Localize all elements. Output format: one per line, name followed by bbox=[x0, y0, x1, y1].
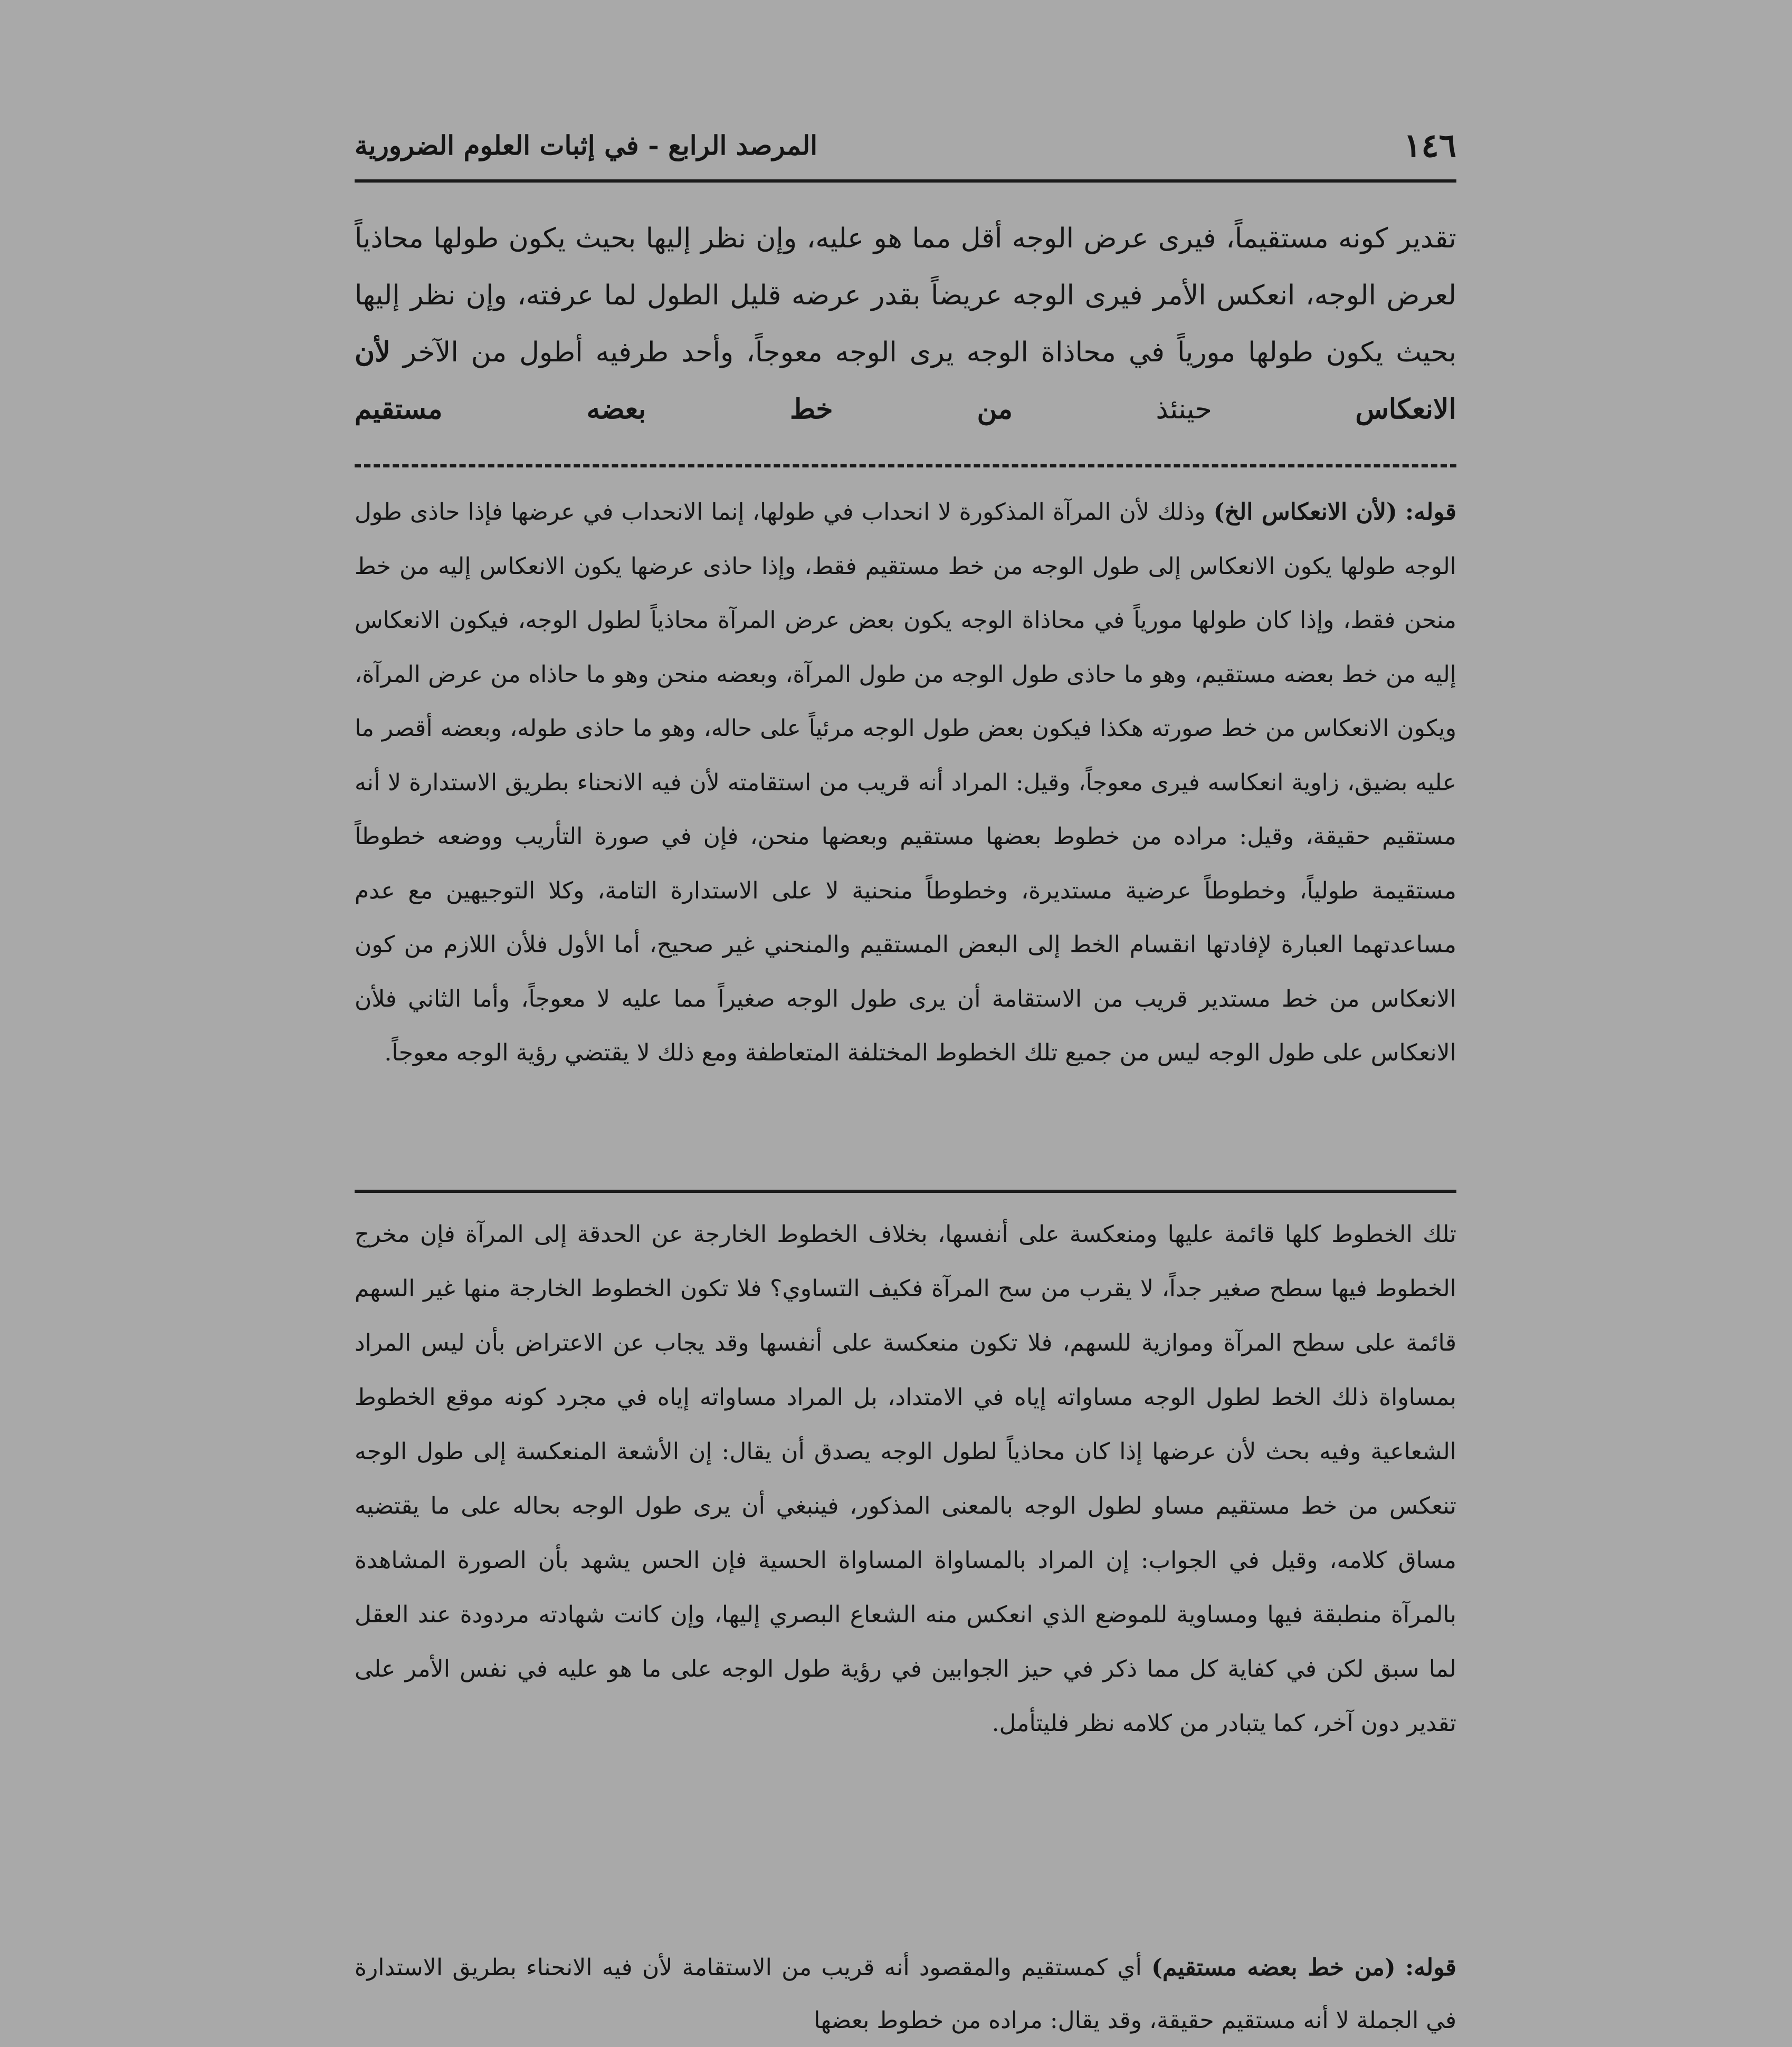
main-text bbox=[355, 210, 1456, 438]
commentary-section-1 bbox=[355, 485, 1456, 1080]
header-rule bbox=[355, 179, 1456, 183]
commentary-1-lead: قوله: bbox=[1405, 499, 1456, 525]
commentary-2-text: تلك الخطوط كلها قائمة عليها ومنعكسة على أنفسها، بخلاف الخطوط الخارجة عن الحدقة إلى المرآة فإن مخرج الخطوط فيها سطح صغير جداً، لا يقرب من سح المرآة فكيف التساوي؟ فلا تكون الخطوط الخارجة منها غير السهم قائمة على سطح المرآة وموازية للسهم، فلا تكون منعكسة على أنفسها وقد يجاب عن الاعتراض بأن ليس المراد بمساواة ذلك الخط لطول الوجه مساواته إياه في الامتداد، بل المراد مساواته إياه في مجرد كونه موقع الخطوط الشعاعية وفيه بحث لأن عرضها إذا كان محاذياً لطول الوجه يصدق أن يقال: إن الأشعة المنعكسة إلى طول الوجه تنعكس من خط مستقيم مساو لطول الوجه بالمعنى المذكور، فينبغي أن يرى طول الوجه بحاله على ما يقتضيه مساق كلامه، وقيل في الجواب: إن المراد بالمساواة المساواة الحسية فإن الحس يشهد بأن الصورة المشاهدة بالمرآة منطبقة فيها ومساوية للموضع الذي انعكس منه الشعاع البصري إليها، وإن كانت شهادته مردودة عند العقل لما سبق لكن في كفاية كل مما ذكر في حيز الجوابين في رؤية طول الوجه على ما هو عليه في نفس الأمر على تقدير دون آخر، كما يتبادر من كلامه نظر فليتأمل. bbox=[355, 1221, 1457, 1737]
main-text-bold-1: لأن الانعكاس bbox=[355, 336, 1457, 425]
solid-divider bbox=[355, 1190, 1456, 1193]
page-header bbox=[355, 121, 1456, 169]
book-page bbox=[355, 121, 1457, 2034]
main-text-bold-2: من خط بعضه مستقيم bbox=[355, 393, 1013, 425]
dashed-divider bbox=[355, 464, 1456, 467]
page-number: ١٤٦ bbox=[1404, 126, 1456, 165]
main-text-body: تقدير كونه مستقيماً، فيرى عرض الوجه أقل مما هو عليه، وإن نظر إليها بحيث يكون طولها محاذياً لعرض الوجه، انعكس الأمر فيرى الوجه عريضاً بقدر عرضه قليل الطول لما عرفته، وإن نظر إليها بحيث يكون طولها مورياً في محاذاة الوجه يرى الوجه معوجاً، وأحد طرفيه أطول من الآخر bbox=[355, 223, 1457, 368]
commentary-3-text: أي كمستقيم والمقصود أنه قريب من الاستقامة لأن فيه الانحناء بطريق الاستدارة في الجملة لا أنه مستقيم حقيقة، وقد يقال: مراده من خطوط بعضها bbox=[355, 1954, 1456, 2034]
running-title: المرصد الرابع - في إثبات العلوم الضرورية bbox=[355, 129, 818, 161]
commentary-3-lemma: (من خط بعضه مستقيم) bbox=[1151, 1954, 1396, 1981]
commentary-1-text: وذلك لأن المرآة المذكورة لا انحداب في طولها، إنما الانحداب في عرضها فإذا حاذى طول الوجه طولها يكون الانعكاس إلى طول الوجه من خط مستقيم فقط، وإذا حاذى عرضها يكون الانعكاس إليه من خط منحن فقط، وإذا كان طولها مورياً في محاذاة الوجه يكون بعض عرض المرآة محاذياً لطول الوجه، فيكون الانعكاس إليه من خط بعضه مستقيم، وهو ما حاذى طول الوجه من طول المرآة، وبعضه منحن وهو ما حاذاه من عرض المرآة، ويكون الانعكاس من خط صورته هكذا فيكون بعض طول الوجه مرئياً على حاله، وهو ما حاذى طوله، وبعضه أقصر ما عليه بضيق، زاوية انعكاسه فيرى معوجاً، وقيل: المراد أنه قريب من استقامته لأن فيه الانحناء بطريق الاستدارة لا أنه مستقيم حقيقة، وقيل: مراده من خطوط بعضها مستقيم وبعضها منحن، فإن في صورة التأريب ووضعه خطوطاً مستقيمة طولياً، وخطوطاً عرضية مستديرة، وخطوطاً منحنية لا على الاستدارة التامة، وكلا التوجيهين مع عدم مساعدتهما العبارة لإفادتها انقسام الخط إلى البعض المستقيم والمنحني غير صحيح، أما الأول فلأن اللازم من كون الانعكاس من خط مستدير قريب من الاستقامة أن يرى طول الوجه صغيراً مما عليه لا معوجاً، وأما الثاني فلأن الانعكاس على طول الوجه ليس من جميع تلك الخطوط المختلفة المتعاطفة ومع ذلك لا يقتضي رؤية الوجه معوجاً. bbox=[355, 499, 1457, 1066]
commentary-section-3 bbox=[355, 1941, 1456, 2047]
commentary-3-lead: قوله: bbox=[1405, 1954, 1456, 1981]
main-text-middle: حينئذ bbox=[1156, 394, 1212, 425]
commentary-1-lemma: (لأن الانعكاس الخ) bbox=[1213, 499, 1397, 525]
commentary-section-2 bbox=[355, 1207, 1456, 1751]
